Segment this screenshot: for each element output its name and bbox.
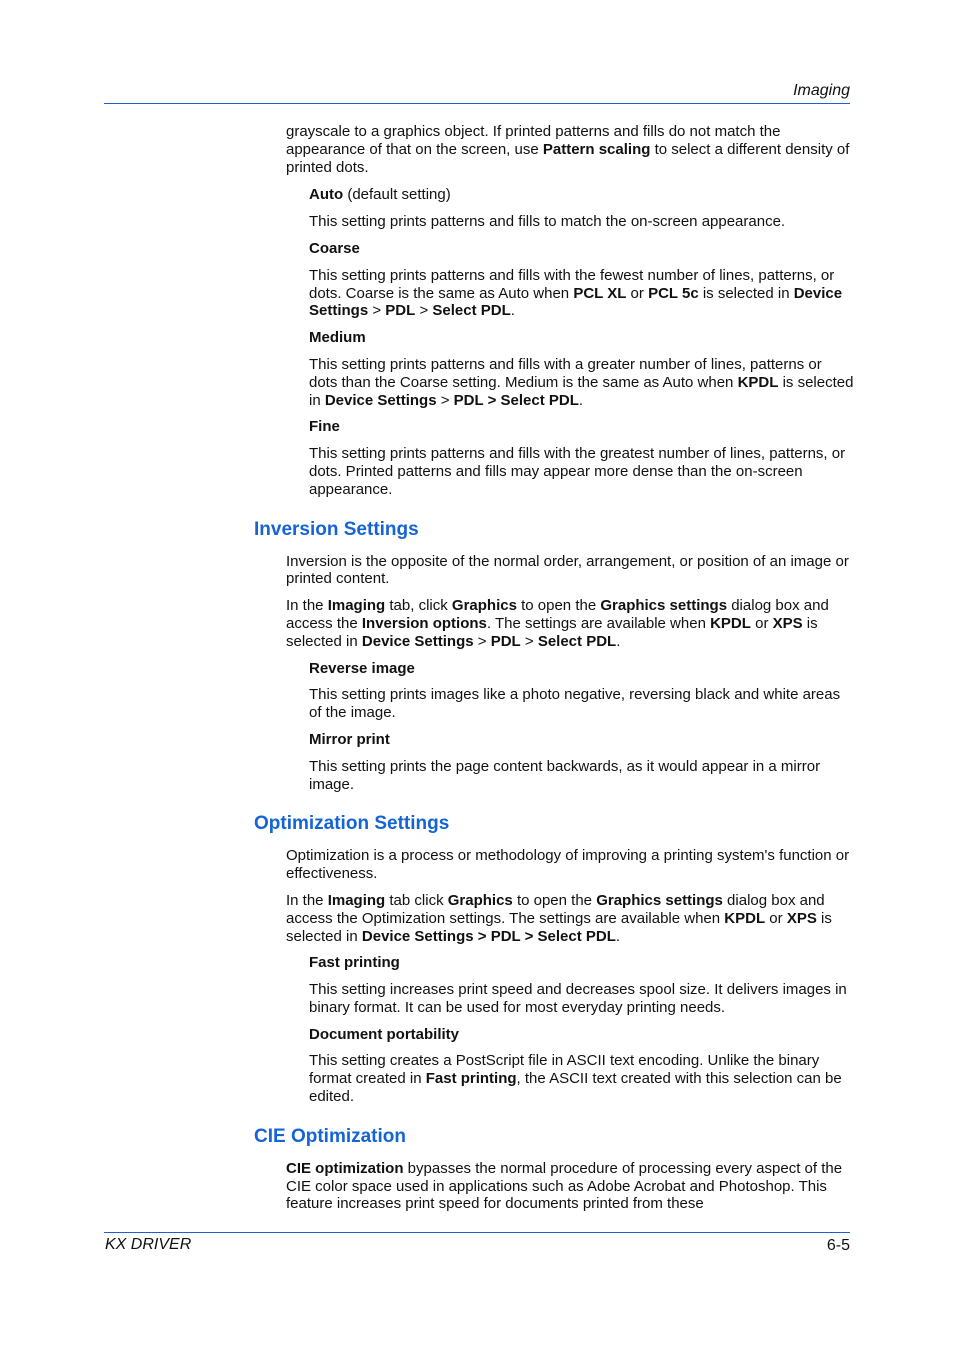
cie-optimization-description: CIE optimization bypasses the normal procedure of processing every aspect of the CIE color space used in applications such as Adobe Acrobat and Photoshop. This feature increases print speed for documents printed from these xyxy=(286,1159,843,1213)
mirror-print-description: This setting prints the page content backwards, as it would appear in a mirror image. xyxy=(309,757,821,793)
inversion-instructions: In the Imaging tab, click Graphics to open the Graphics settings dialog box and access the Inversion options. The settings are available when KPDL or XPS is selected in Device Settings > PDL > Select PDL. xyxy=(286,597,829,650)
optimization-instructions: In the Imaging tab click Graphics to open the Graphics settings dialog box and access the Optimization settings. The settings are available when KPDL or XPS is selected in Device Settings > PDL > Select PDL. xyxy=(286,891,832,945)
auto-label: Auto (default setting) xyxy=(309,186,451,204)
medium-description: This setting prints patterns and fills with a greater number of lines, patterns or dots than the Coarse setting. Medium is the same as Auto when KPDL is selected in Device Settings > PDL > Select PDL. xyxy=(309,355,854,409)
intro-paragraph: grayscale to a graphics object. If printed patterns and fills do not match the appearance of that on the screen, use Pattern scaling to select a different density of printed dots. xyxy=(286,123,850,176)
page-header-title: Imaging xyxy=(793,82,850,99)
page-content xyxy=(254,123,854,1222)
fast-printing-label: Fast printing xyxy=(309,954,400,972)
inversion-settings-heading: Inversion Settings xyxy=(254,518,419,540)
fast-printing-description: This setting increases print speed and decreases spool size. It delivers images in binary format. It can be used for most everyday printing needs. xyxy=(309,981,847,1016)
mirror-print-label: Mirror print xyxy=(309,730,390,748)
footer-product-name: KX DRIVER xyxy=(105,1236,192,1253)
coarse-label: Coarse xyxy=(309,239,360,257)
reverse-image-description: This setting prints images like a photo negative, reversing black and white areas of the image. xyxy=(309,686,841,722)
cie-optimization-heading: CIE Optimization xyxy=(254,1125,406,1147)
auto-description: This setting prints patterns and fills to match the on-screen appearance. xyxy=(309,213,786,231)
inversion-intro: Inversion is the opposite of the normal order, arrangement, or position of an image or printed content. xyxy=(286,552,849,588)
fine-label: Fine xyxy=(309,418,340,436)
optimization-settings-heading: Optimization Settings xyxy=(254,813,450,835)
footer-page-number: 6-5 xyxy=(826,1237,850,1254)
coarse-description: This setting prints patterns and fills with the fewest number of lines, patterns, or dots. Coarse is the same as Auto when PCL XL or PCL 5c is selected in Device Settings > PDL > Select PDL. xyxy=(309,266,843,320)
medium-label: Medium xyxy=(309,329,366,347)
document-portability-description: This setting creates a PostScript file in ASCII text encoding. Unlike the binary format created in Fast printing, the ASCII text created with this selection can be edited. xyxy=(309,1052,842,1106)
fine-description: This setting prints patterns and fills with the greatest number of lines, patterns, or dots. Printed patterns and fills may appear more dense than the on-screen appearance. xyxy=(309,445,846,498)
header-rule xyxy=(104,103,850,104)
footer-rule xyxy=(104,1232,850,1233)
document-portability-label: Document portability xyxy=(309,1025,460,1043)
reverse-image-label: Reverse image xyxy=(309,659,415,677)
optimization-intro: Optimization is a process or methodology of improving a printing system's function or effectiveness. xyxy=(286,847,850,883)
